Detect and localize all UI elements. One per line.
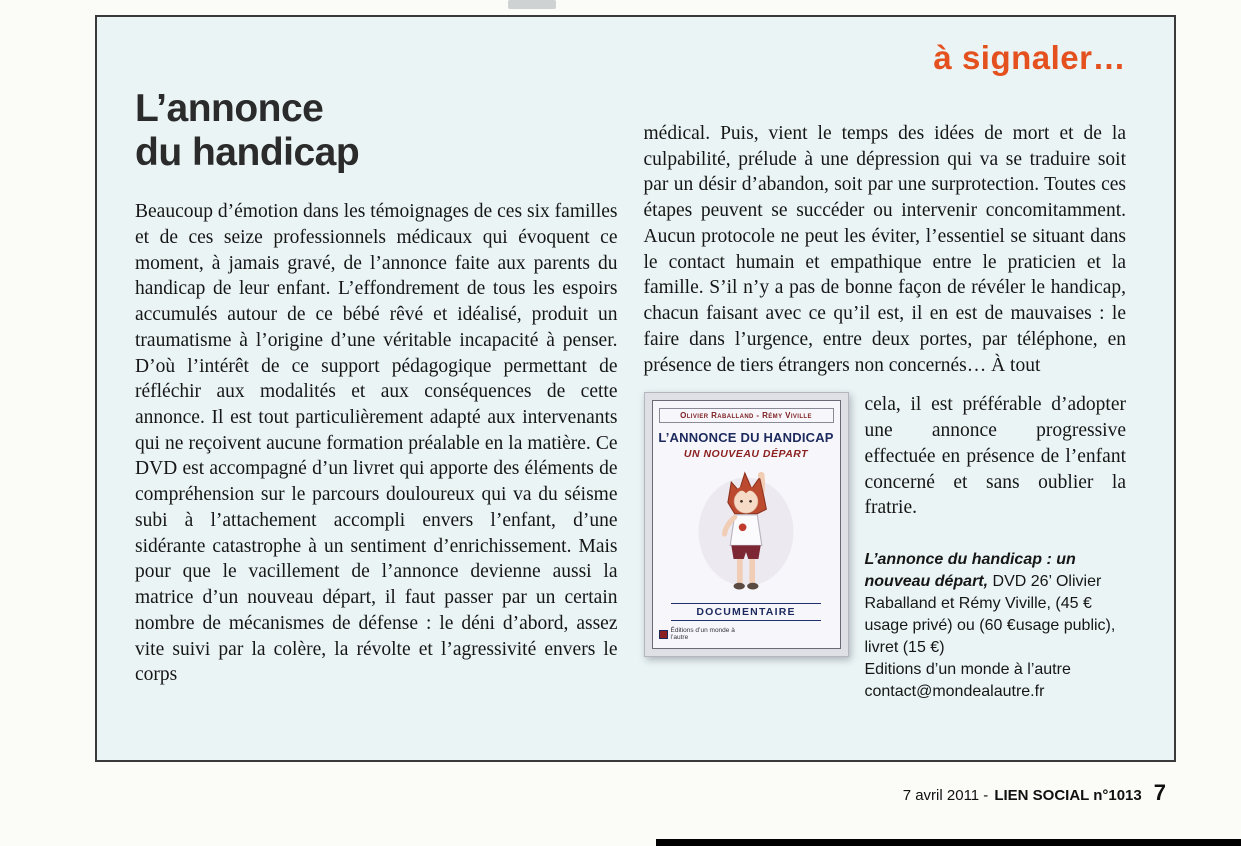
article-column-left xyxy=(135,87,618,704)
section-label: à signaler… xyxy=(933,39,1126,76)
title-line-2: du handicap xyxy=(135,131,360,175)
footer-page-number: 7 xyxy=(1153,780,1166,805)
dvd-title: L’ANNONCE DU HANDICAP xyxy=(658,430,834,446)
publisher-logo-icon xyxy=(659,630,668,639)
dvd-cover xyxy=(644,392,849,656)
article-columns xyxy=(135,87,1126,704)
media-row xyxy=(644,392,1127,703)
caption-main xyxy=(865,549,1127,659)
dvd-authors: Olivier Raballand - Rémy Viville xyxy=(659,408,834,423)
caption-title: L’annonce du handicap : un nouveau départ, xyxy=(864,551,1076,591)
article-text-right-wrap: cela, il est préférable d’adopter une annonce progressive effectuée en présence de l’enfant concerné et sans oublier la fratrie. xyxy=(864,394,1126,519)
beside-cover-column xyxy=(865,392,1127,703)
article-title xyxy=(135,87,618,175)
dvd-publisher-block xyxy=(659,627,739,641)
title-line-1: L’annonce xyxy=(135,87,324,130)
dvd-cover-inner xyxy=(652,400,841,648)
scan-artifact-top xyxy=(508,0,556,9)
article-column-right xyxy=(644,87,1127,704)
dvd-caption xyxy=(865,549,1127,704)
article-text-left: Beaucoup d’émotion dans les témoignages de ces six familles et de ces seize professionnels médicaux qui évoquent ce moment, à jamais gravé, de l’annonce faite aux parents du handicap de leur enfant. L’effondrement de tous les espoirs accumulés autour de ce bébé rêvé et idéalisé, produit un traumatisme à l’origine d’une véritable incapacité à penser. D’où l’intérêt de ce support pédagogique permettant de réfléchir aux modalités et aux conséquences de cette annonce. Il est tout particulièrement adapté aux intervenants qui ne reçoivent aucune formation préalable en la matière. Ce DVD est accompagné d’un livret qui apporte des éléments de compréhension sur le parcours douloureux qui va du séisme subi à l’attachement accompli envers l’enfant, d’une sidérante catastrophe à un sentiment d’enrichissement. Mais pour que le vacillement de l’annonce devienne aussi la matrice d’un nouveau départ, il faut passer par un certain nombre de mécanismes de défense : le déni d’abord, assez vite suivi par la colère, la révolte et l’agressivité envers le corps xyxy=(135,201,618,686)
dvd-subtitle: UN NOUVEAU DÉPART xyxy=(683,448,809,461)
footer-magazine-title: LIEN SOCIAL n°1013 xyxy=(994,787,1142,804)
scan-artifact-bar xyxy=(656,839,1241,846)
caption-details: DVD 26’ Olivier Raballand et Rémy Viville, (45 € usage privé) ou (60 €usage public), livret (15 €) xyxy=(864,573,1116,657)
caption-contact-email: contact@mondealautre.fr xyxy=(864,683,1045,701)
dvd-cover-illustration xyxy=(687,464,805,599)
page-footer xyxy=(903,780,1166,806)
caption-publisher: Editions d’un monde à l’autre xyxy=(864,661,1071,679)
dvd-publisher-label: Éditions d’un monde à l’autre xyxy=(670,627,735,642)
article-text-right-top: médical. Puis, vient le temps des idées de mort et de la culpabilité, prélude à une dépression qui va se traduire soit par un désir d’abandon, soit par une surprotection. Toutes ces étapes peuvent se succéder ou intervenir concomitamment. Aucun protocole ne peut les éviter, l’essentiel se situant dans le contact humain et empathique entre le praticien et la famille. S’il n’y a pas de bonne façon de révéler le handicap, chacun faisant avec ce qu’il est, il en est de mauvaises : le faire dans l’urgence, entre deux portes, par téléphone, en présence de tiers étrangers non concernés… À tout xyxy=(643,123,1126,376)
dvd-genre-label: DOCUMENTAIRE xyxy=(671,603,822,621)
footer-date: 7 avril 2011 - xyxy=(902,787,989,804)
magazine-page-frame xyxy=(95,15,1176,762)
